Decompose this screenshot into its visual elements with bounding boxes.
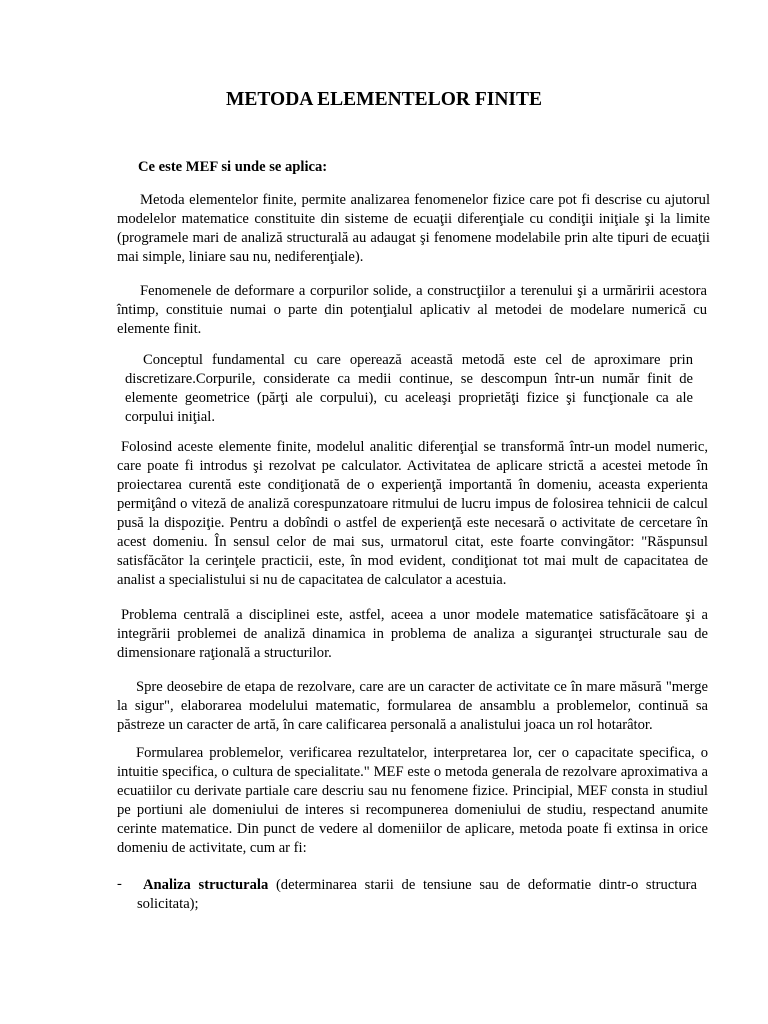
paragraph-4: Folosind aceste elemente finite, modelul analitic diferenţial se transformă într-un model numeric, care poate fi introdus şi rezolvat pe calculator. Activitatea de aplicare strictă a acestei metode în proiectarea curentă este condiţionată de o experienţă importantă în domeniu, aceasta experienta permiţând o viteză de analiză corespunzatoare ritmului de lucru impus de folosirea tehnicii de calcul pusă la dispoziţie. Pentru a dobîndi o astfel de experienţă este necesară o activitate de cercetare în acest domeniu. În sensul celor de mai sus, urmatorul citat, este foarte convingător: "Răspunsul satisfăcător la cerinţele practicii, este, în mod evident, condiţionat tot mai mult de capacitatea de analist a specialistului si nu de capacitatea de calculator a acestuia.: [117, 439, 708, 588]
paragraph-7: Formularea problemelor, verificarea rezultatelor, interpretarea lor, cer o capacitate specifica, o intuitie specifica, o cultura de specialitate." MEF este o metoda generala de rezolvare aproximativa a ecuatiilor cu derivate partiale care descriu sau nu fenomene fizice. Principial, MEF consta in studiul pe portiuni ale domeniului de interes si recompunerea domeniului de studiu, respectand anumite cerinte matematice. Din punct de vedere al domeniilor de aplicare, metoda poate fi extinsa in orice domeniu de activitate, cum ar fi:: [117, 745, 708, 856]
bullet-item-structural-analysis: [137, 876, 697, 914]
bullet-dash: -: [117, 876, 122, 892]
bullet-item-text: (determinarea starii de tensiune sau de deformatie dintr-o structura solicitata);: [137, 877, 697, 912]
paragraph-1: Metoda elementelor finite, permite analizarea fenomenelor fizice care pot fi descrise cu ajutorul modelelor matematice constituite din sisteme de ecuaţii diferenţiale cu condiţii iniţiale şi la limite (programele mari de analiză structurală au adaugat şi fenomene modelabile prin alte tipuri de ecuaţii mai simple, liniare sau nu, nediferenţiale).: [117, 192, 710, 265]
section-heading: Ce este MEF si unde se aplica:: [138, 159, 328, 175]
paragraph-2: Fenomenele de deformare a corpurilor solide, a construcţiilor a terenului şi a urmăririi acestora întimp, constituie numai o parte din potenţialul aplicativ al metodei de modelare numerică cu elemente finit.: [117, 283, 707, 337]
paragraph-5: Problema centrală a disciplinei este, astfel, aceea a unor modele matematice satisfăcătoare şi a integrării problemei de analiză dinamica in problema de analiza a siguranţei structurale sau de dimensionare raţională a structurilor.: [117, 607, 708, 661]
paragraph-6: Spre deosebire de etapa de rezolvare, care are un caracter de activitate ce în mare măsură "merge la sigur", elaborarea modelului matematic, formularea de ansamblu a problemelor, continuă sa păstreze un caracter de artă, în care calificarea personală a analistului joaca un rol hotarâtor.: [117, 679, 708, 733]
bullet-item-bold-label: Analiza structurala: [143, 877, 269, 893]
paragraph-3: Conceptul fundamental cu care operează această metodă este cel de aproximare prin discretizare.Corpurile, considerate ca medii continue, se descompun într-un număr finit de elemente geometrice (părţi ale corpului), cu aceleaşi proprietăţi fizice şi funcţionale ca ale corpului iniţial.: [125, 352, 693, 425]
document-title: METODA ELEMENTELOR FINITE: [225, 89, 543, 110]
